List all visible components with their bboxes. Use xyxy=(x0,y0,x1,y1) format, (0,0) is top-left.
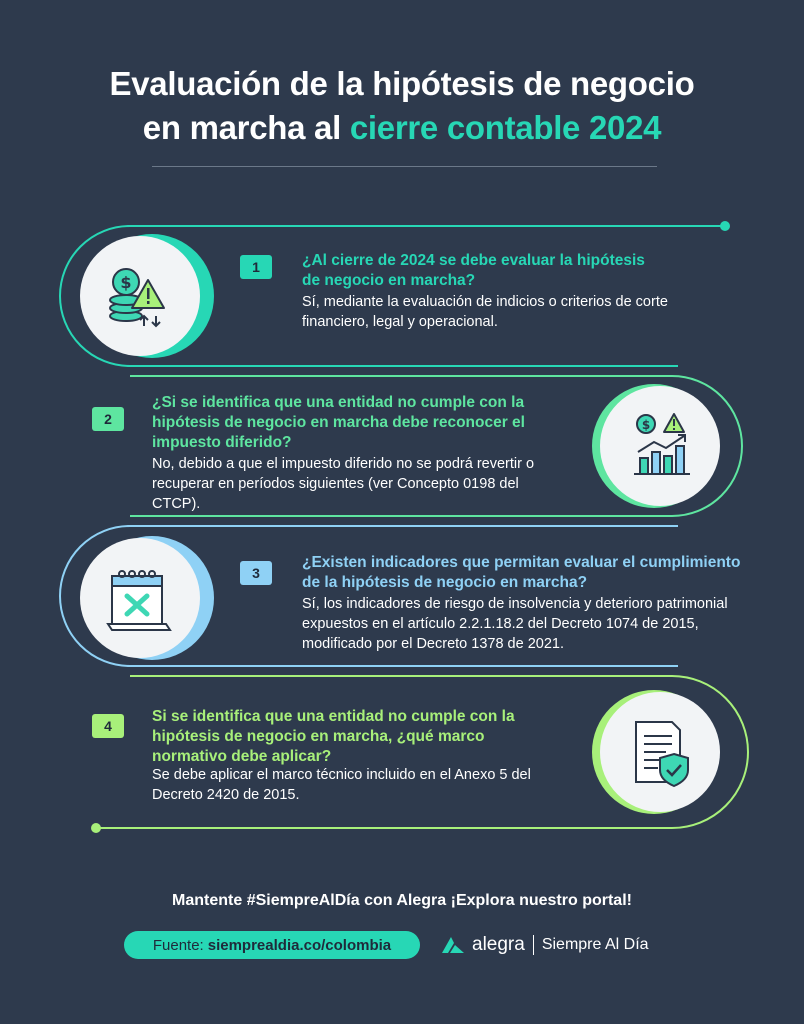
alegra-logo-icon xyxy=(440,935,466,955)
item-answer-3: Sí, los indicadores de riesgo de insolvencia y deterioro patrimonial expuestos en el artículo 2.2.1.18.2 del Decreto 1074 de 2015, modificado por el Decreto 1378 de 2021. xyxy=(302,596,728,652)
item-number-badge-1: 1 xyxy=(240,255,272,279)
brand-name: alegra xyxy=(472,934,525,955)
item-question-3: ¿Existen indicadores que permitan evaluar el cumplimiento de la hipótesis de negocio en marcha? xyxy=(302,554,741,591)
connector-start-dot xyxy=(720,221,730,231)
item-question-2: ¿Si se identifica que una entidad no cumple con la hipótesis de negocio en marcha debe reconocer el impuesto diferido? xyxy=(152,394,525,451)
svg-text:$: $ xyxy=(120,273,132,292)
document-shield-icon xyxy=(600,692,720,812)
icon-circle-3 xyxy=(80,538,200,658)
item-number-badge-2: 2 xyxy=(92,407,124,431)
source-link[interactable]: siemprealdia.co/colombia xyxy=(207,936,392,954)
icon-circle-1 xyxy=(80,236,200,356)
title-line-2-accent: cierre contable 2024 xyxy=(349,109,662,146)
coins-warning-icon xyxy=(80,236,200,356)
title-line-1: Evaluación de la hipótesis de negocio xyxy=(109,65,695,102)
item-answer-4: Se debe aplicar el marco técnico incluido en el Anexo 5 del Decreto 2420 de 2015. xyxy=(152,767,531,803)
brand-separator xyxy=(533,935,534,955)
icon-circle-2 xyxy=(600,386,720,506)
source-label: Fuente: xyxy=(152,936,204,954)
calendar-x-icon xyxy=(80,538,200,658)
item-answer-2: No, debido a que el impuesto diferido no se podrá revertir o recuperar en períodos siguientes (ver Concepto 0198 del CTCP). xyxy=(152,456,535,512)
item-question-1: ¿Al cierre de 2024 se debe evaluar la hipótesis de negocio en marcha? xyxy=(302,252,645,289)
icon-circle-4 xyxy=(600,692,720,812)
footer-cta: Mantente #SiempreAlDía con Alegra ¡Explora nuestro portal! xyxy=(172,892,632,909)
bar-chart-warning-icon xyxy=(600,386,720,506)
svg-text:$: $ xyxy=(641,418,651,432)
item-question-4: Si se identifica que una entidad no cumple con la hipótesis de negocio en marcha, ¿qué marco normativo debe aplicar? xyxy=(152,708,515,765)
item-answer-1: Sí, mediante la evaluación de indicios o criterios de corte financiero, legal y operacional. xyxy=(302,294,668,330)
item-number-badge-3: 3 xyxy=(240,561,272,585)
brand-slogan: Siempre Al Día xyxy=(541,936,649,953)
brand-logo xyxy=(440,930,649,960)
connector-end-dot xyxy=(91,823,101,833)
title-line-2-plain: en marcha al xyxy=(142,109,350,146)
item-number-badge-4: 4 xyxy=(92,714,124,738)
source-pill[interactable] xyxy=(124,931,420,959)
